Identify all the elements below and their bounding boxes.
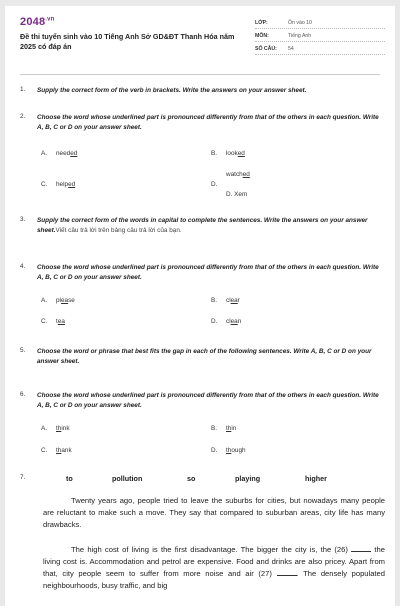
gap-blank[interactable]	[351, 545, 371, 552]
option-a[interactable]: A. please	[41, 297, 75, 304]
word-bank-item: pollution	[112, 474, 143, 483]
meta-count-label: SỐ CÂU:	[255, 46, 277, 52]
option-b[interactable]: B. looked	[211, 150, 245, 157]
option-c[interactable]: C. tea	[41, 318, 65, 325]
option-a[interactable]: A. needed	[41, 150, 78, 157]
question-number: 1.	[20, 86, 26, 93]
word-bank-item: to	[66, 474, 73, 483]
option-d-letter: D.	[211, 181, 218, 188]
option-d[interactable]: D. clean	[211, 318, 242, 325]
question-number: 2.	[20, 113, 26, 120]
gap-blank[interactable]	[277, 569, 297, 576]
meta-info	[255, 18, 385, 57]
meta-subject-row	[255, 31, 385, 42]
question-number: 4.	[20, 263, 26, 270]
reading-paragraph-1: Twenty years ago, people tried to leave the suburbs for cities, but nowadays many people are reluctant to make such a move. They say that compared to suburban areas, city life has many drawbacks.	[43, 496, 385, 529]
option-c[interactable]: C. helped	[41, 181, 76, 188]
option-b[interactable]: B. thin	[211, 425, 237, 432]
option-c[interactable]: C. thank	[41, 447, 72, 454]
question-instruction: Choose the word or phrase that best fits the gap in each of the following sentences. Write A, B, C or D on your answer sheet.	[37, 348, 372, 365]
meta-class-value: Ôn vào 10	[288, 20, 312, 26]
option-d-word[interactable]: watched	[226, 171, 250, 178]
document-header	[5, 6, 395, 74]
meta-subject-value: Tiếng Anh	[288, 33, 312, 39]
question-instruction: Choose the word whose underlined part is pronounced differently from that of the others in each question. Write A, B, C or D on your answer sheet.	[37, 392, 379, 409]
word-bank-item: playing	[235, 474, 261, 483]
meta-class-row	[255, 18, 385, 29]
question-instruction: Supply the correct form of the verb in brackets. Write the answers on your answer sheet.	[37, 87, 307, 94]
option-b[interactable]: B. clear	[211, 297, 240, 304]
document-page	[5, 6, 395, 606]
meta-class-label: LỚP:	[255, 20, 268, 26]
reading-paragraph-2: The high cost of living is the first disadvantage. The bigger the city is, the (26) the living cost is. Accommodation and petrol are expensive. Food and drinks are also pricey. Apart from that, city people seem to suffer from more noise and air (27) . The densely populated neighbourhoods, busy traffic, and big	[43, 545, 385, 590]
option-d-note: D. Xem	[226, 191, 248, 198]
question-instruction: Choose the word whose underlined part is pronounced differently from that of the others in each question. Write A, B, C or D on your answer sheet.	[37, 114, 379, 131]
document-title: Đề thi tuyển sinh vào 10 Tiếng Anh Sở GD&ĐT Thanh Hóa năm 2025 có đáp án	[20, 32, 235, 51]
option-d[interactable]: D. though	[211, 447, 246, 454]
question-number: 5.	[20, 347, 26, 354]
question-translation: Viết câu trả lời trên bảng câu trả lời của bạn.	[55, 227, 182, 234]
site-logo[interactable]: $2048^{.vn}$	[20, 16, 55, 28]
meta-count-row	[255, 44, 385, 55]
meta-subject-label: MÔN:	[255, 33, 269, 39]
question-number: 3.	[20, 216, 26, 223]
word-bank-item: higher	[305, 474, 327, 483]
question-instruction: Supply the correct form of the words in capital to complete the sentences. Write the answers on your answer sheet.Viết câu trả lời trên bảng câu trả lời của bạn.	[37, 217, 368, 234]
word-bank-item: so	[187, 474, 196, 483]
meta-count-value: 54	[288, 46, 294, 52]
header-divider	[20, 74, 380, 75]
question-number: 7.	[20, 474, 26, 481]
question-number: 6.	[20, 391, 26, 398]
question-7	[20, 474, 380, 486]
question-instruction: Choose the word whose underlined part is pronounced differently from that of the others in each question. Write A, B, C or D on your answer sheet.	[37, 264, 379, 281]
option-a[interactable]: A. think	[41, 425, 70, 432]
